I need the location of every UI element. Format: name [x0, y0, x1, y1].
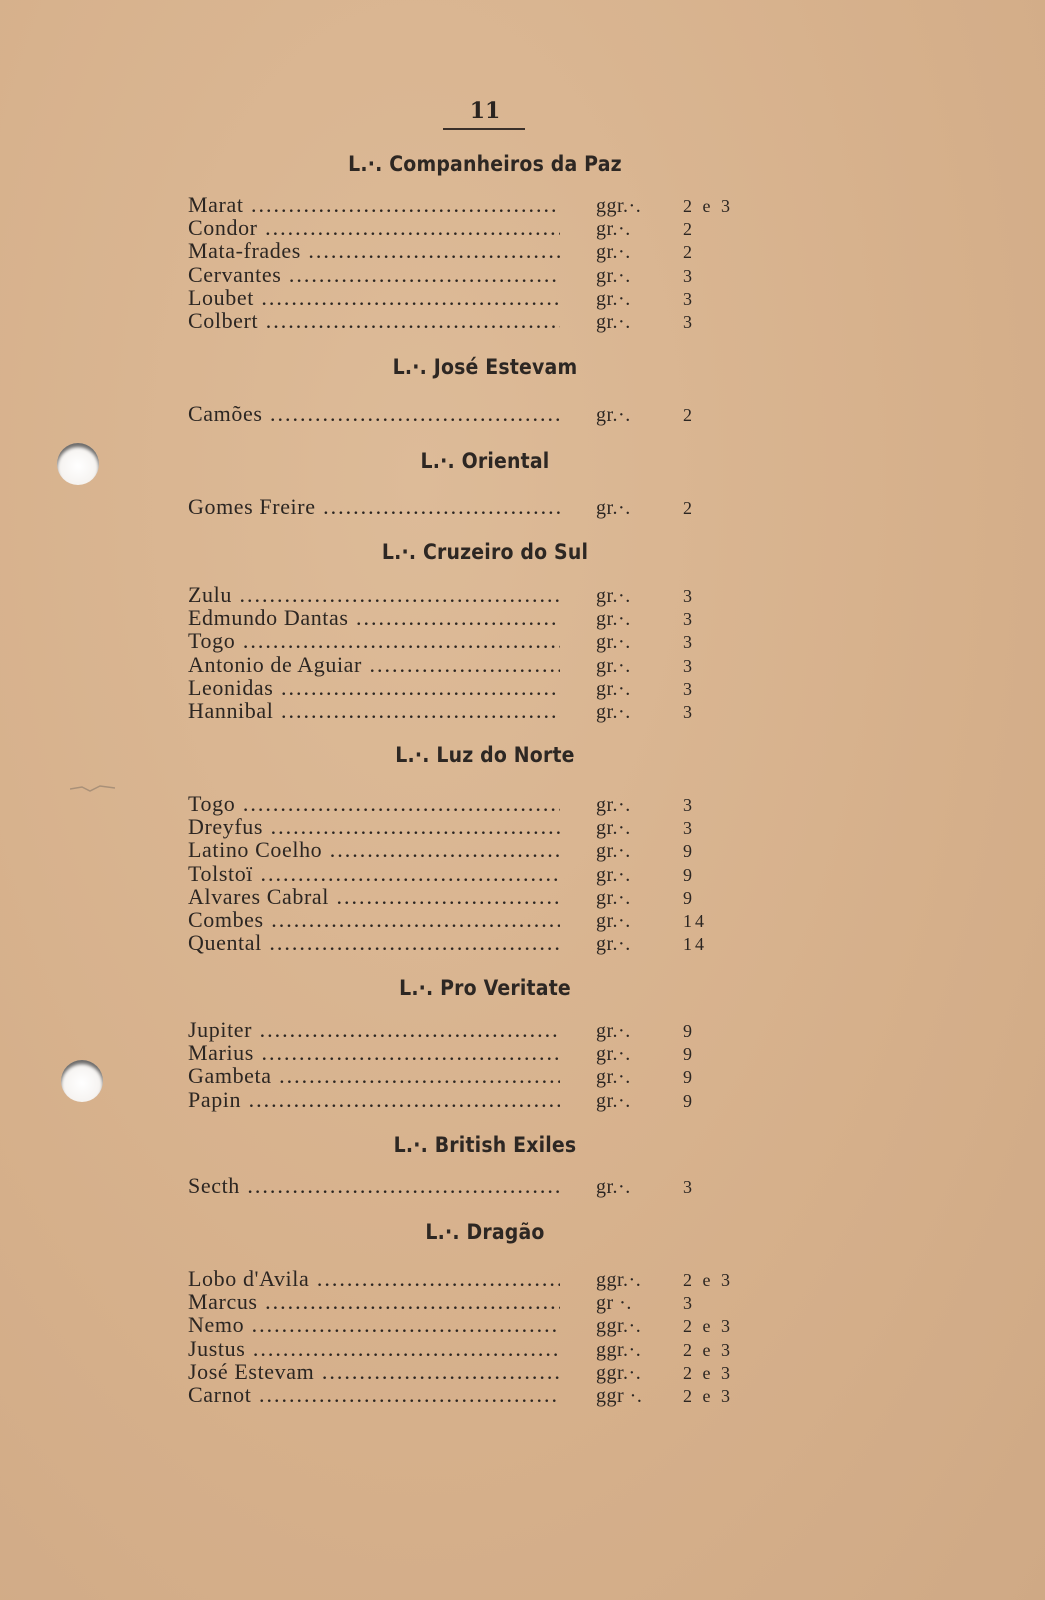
member-degree: 9 [683, 864, 695, 885]
member-name: Tolstoï ..... [188, 862, 560, 886]
member-degree: 2 e 3 [683, 1316, 733, 1337]
member-grade: gr.·. [596, 585, 631, 607]
member-grade: ggr.·. [596, 1338, 642, 1361]
member-row [188, 676, 748, 700]
lodge-heading: L.·. Pro Veritate [399, 976, 571, 1000]
member-degree: 2 e 3 [683, 196, 733, 216]
lodge-heading: L.·. Luz do Norte [395, 743, 575, 767]
member-row [188, 908, 748, 932]
member-row [188, 653, 748, 677]
member-grade: ggr.·. [596, 195, 642, 217]
lodge-heading: L.·. Companheiros da Paz [348, 152, 622, 176]
member-row [188, 1360, 748, 1384]
member-name: Dreyfus ..... [188, 815, 560, 839]
member-row [188, 239, 748, 263]
member-degree: 2 [683, 219, 695, 240]
page-number: 11 [469, 98, 501, 124]
member-name: Zulu ..... [188, 583, 560, 607]
member-grade: gr.·. [596, 608, 631, 631]
member-degree: 3 [683, 655, 695, 676]
member-row [188, 583, 748, 607]
member-name: Edmundo Dantas ..... [188, 606, 560, 630]
member-grade: gr.·. [596, 1020, 631, 1042]
member-degree: 9 [683, 887, 695, 908]
member-row [188, 1267, 748, 1291]
member-name: Cervantes ..... [188, 263, 560, 287]
member-degree: 2 [683, 405, 695, 425]
member-name: Marcus ..... [188, 1290, 560, 1314]
member-degree: 3 [683, 818, 695, 839]
member-grade: gr.·. [596, 1043, 631, 1066]
member-name: Togo ..... [188, 629, 560, 653]
lodge-heading: L.·. Cruzeiro do Sul [381, 540, 589, 564]
lodge-heading: L.·. Dragão [425, 1220, 545, 1244]
member-row [188, 885, 748, 909]
member-grade: ggr.·. [596, 1269, 642, 1291]
member-degree: 3 [683, 265, 695, 286]
member-grade: gr.·. [596, 677, 631, 700]
member-row [188, 1174, 748, 1198]
member-name: Lobo d'Avila ..... [188, 1267, 560, 1291]
member-degree: 2 e 3 [683, 1362, 733, 1383]
lodge-heading: L.·. British Exiles [393, 1133, 577, 1157]
member-grade: ggr.·. [596, 1315, 642, 1338]
member-degree: 3 [683, 795, 695, 815]
punch-hole-bottom [61, 1060, 103, 1102]
member-row [188, 606, 748, 630]
member-row [188, 792, 748, 816]
member-row [188, 838, 748, 862]
member-row [188, 931, 748, 955]
member-grade: gr.·. [596, 886, 631, 909]
member-name: Latino Coelho ..... [188, 838, 560, 862]
member-degree: 3 [683, 1177, 695, 1197]
member-degree: 3 [683, 632, 695, 653]
member-row [188, 216, 748, 240]
member-degree: 9 [683, 1090, 695, 1111]
member-row [188, 1041, 748, 1065]
member-grade: ggr ·. [596, 1385, 643, 1407]
member-row [188, 286, 748, 310]
lodge-heading: L.·. José Estevam [392, 355, 578, 379]
member-degree: 2 e 3 [683, 1270, 733, 1290]
member-row [188, 402, 748, 426]
page-number-rule [443, 128, 525, 130]
member-name: Mata-frades ..... [188, 239, 560, 263]
member-name: Hannibal ..... [188, 699, 560, 723]
member-grade: gr.·. [596, 1066, 631, 1089]
member-name: José Estevam ..... [188, 1360, 560, 1384]
member-degree: 2 e 3 [683, 1339, 733, 1360]
member-grade: gr.·. [596, 910, 631, 932]
member-name: Togo ..... [188, 792, 560, 816]
member-name: Condor ..... [188, 216, 560, 240]
member-degree: 9 [683, 1067, 695, 1088]
member-degree: 2 [683, 242, 695, 263]
member-grade: ggr.·. [596, 1361, 642, 1384]
member-name: Loubet ..... [188, 286, 560, 310]
member-grade: gr.·. [596, 218, 631, 241]
member-degree: 3 [683, 288, 695, 309]
member-grade: gr.·. [596, 311, 631, 333]
member-row [188, 1290, 748, 1314]
member-degree: 9 [683, 1044, 695, 1065]
member-row [188, 1018, 748, 1042]
member-degree: 3 [683, 609, 695, 630]
member-grade: gr.·. [596, 863, 631, 886]
member-grade: gr.·. [596, 497, 631, 519]
member-row [188, 1337, 748, 1361]
member-name: Marat ..... [188, 193, 560, 217]
member-name: Jupiter ..... [188, 1018, 560, 1042]
member-row [188, 629, 748, 653]
member-row [188, 1383, 748, 1407]
member-degree: 2 [683, 498, 695, 518]
member-degree: 9 [683, 841, 695, 862]
member-grade: gr.·. [596, 631, 631, 654]
member-degree: 3 [683, 586, 695, 606]
member-row [188, 699, 748, 723]
member-degree: 3 [683, 678, 695, 699]
member-degree: 3 [683, 702, 695, 722]
member-row [188, 309, 748, 333]
member-grade: gr.·. [596, 817, 631, 840]
member-grade: gr.·. [596, 287, 631, 310]
member-row [188, 193, 748, 217]
member-row [188, 495, 748, 519]
member-grade: gr.·. [596, 404, 631, 426]
member-name: Colbert ..... [188, 309, 560, 333]
member-grade: gr.·. [596, 794, 631, 816]
member-grade: gr.·. [596, 1089, 631, 1112]
member-name: Marius ..... [188, 1041, 560, 1065]
member-row [188, 1313, 748, 1337]
member-name: Leonidas ..... [188, 676, 560, 700]
member-name: Camões ..... [188, 402, 560, 426]
member-degree: 9 [683, 1021, 695, 1041]
member-row [188, 1088, 748, 1112]
member-grade: gr.·. [596, 933, 631, 956]
member-row [188, 862, 748, 886]
member-name: Nemo ..... [188, 1313, 560, 1337]
member-grade: gr.·. [596, 654, 631, 677]
member-row [188, 263, 748, 287]
member-degree: 14 [683, 911, 707, 931]
member-name: Gomes Freire ..... [188, 495, 560, 519]
member-degree: 3 [683, 1293, 695, 1314]
member-grade: gr.·. [596, 241, 631, 264]
member-name: Gambeta ..... [188, 1064, 560, 1088]
member-name: Papin ..... [188, 1088, 560, 1112]
member-degree: 2 e 3 [683, 1386, 733, 1406]
member-row [188, 1064, 748, 1088]
member-grade: gr.·. [596, 1176, 631, 1198]
member-name: Quental ..... [188, 931, 560, 955]
member-degree: 14 [683, 934, 707, 955]
member-grade: gr.·. [596, 701, 631, 723]
member-row [188, 815, 748, 839]
member-name: Justus ..... [188, 1337, 560, 1361]
member-name: Antonio de Aguiar ..... [188, 653, 560, 677]
member-grade: gr.·. [596, 840, 631, 863]
member-grade: gr ·. [596, 1292, 632, 1315]
member-name: Alvares Cabral ..... [188, 885, 560, 909]
member-grade: gr.·. [596, 264, 631, 287]
member-degree: 3 [683, 312, 695, 332]
paper-tear-mark [70, 785, 115, 793]
member-name: Combes ..... [188, 908, 560, 932]
member-name: Carnot ..... [188, 1383, 560, 1407]
lodge-heading: L.·. Oriental [420, 449, 550, 473]
member-name: Secth ..... [188, 1174, 560, 1198]
